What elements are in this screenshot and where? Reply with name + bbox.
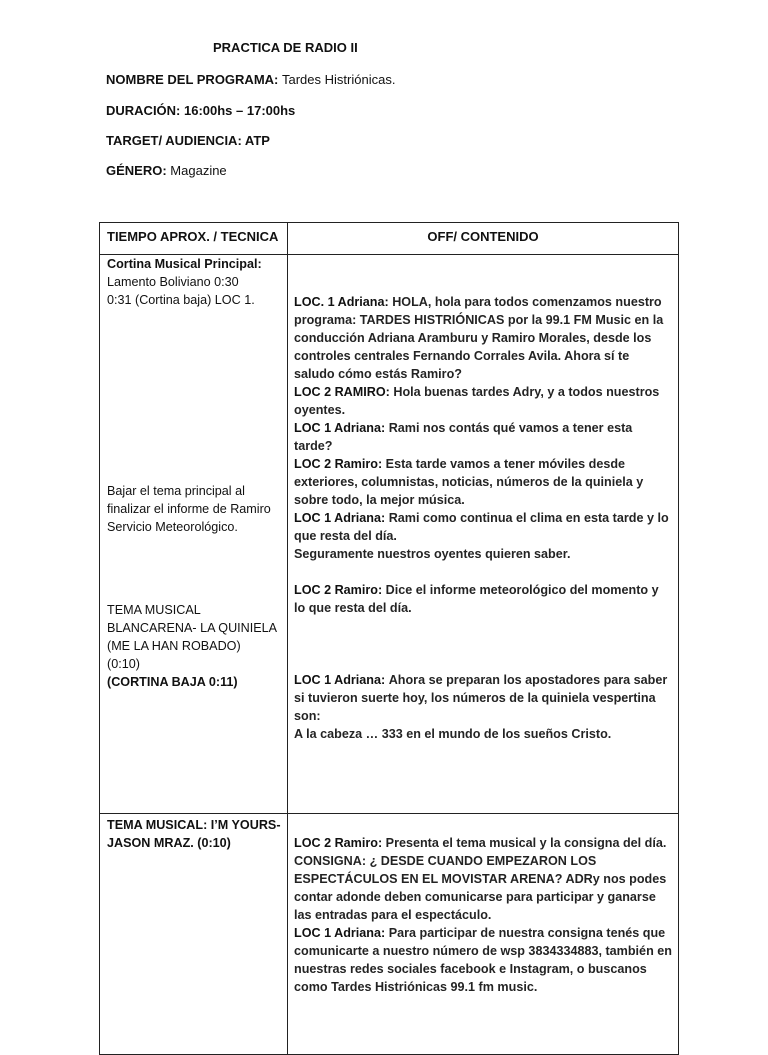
dialogue-line [294, 924, 672, 996]
dialogue-line [294, 383, 672, 419]
bajar-text: Bajar el tema principal al finalizar el informe de Ramiro Servicio Meteorológico. [107, 484, 271, 534]
dialogue-text: Seguramente nuestros oyentes quieren saber. [294, 547, 571, 561]
table-header-row [100, 223, 679, 255]
dialogue-line [294, 671, 672, 725]
speaker-label: LOC 2 Ramiro: [294, 583, 383, 597]
row1-contenido-cell [288, 255, 679, 814]
speaker-label: LOC 1 Adriana: [294, 926, 386, 940]
dialogue-text: Para participar de nuestra consigna tenés que comunicarte a nuestro número de wsp 3834334883, también en nuestras redes sociales facebook e Instagram, o buscanos como Tardes Histriónicas 99.1 fm music. [294, 926, 672, 994]
header-tiempo-label: TIEMPO APROX. / TECNICA [107, 229, 279, 244]
program-genre-line [106, 162, 227, 180]
cortina-song: Lamento Boliviano 0:30 [107, 275, 239, 289]
speaker-label: LOC 1 Adriana: [294, 421, 386, 435]
speaker-label: LOC. 1 Adriana: [294, 295, 389, 309]
dialogue-block-2 [294, 834, 672, 996]
dialogue-line [294, 509, 672, 545]
script-table [99, 222, 679, 1055]
dialogue-text: Presenta el tema musical y la consigna del día. [385, 836, 667, 850]
cortina-baja-cue: (CORTINA BAJA 0:11) [107, 675, 238, 689]
program-name-label: NOMBRE DEL PROGRAMA: [106, 72, 279, 87]
bajar-block [107, 482, 283, 536]
program-target: TARGET/ AUDIENCIA: ATP [106, 133, 270, 148]
dialogue-line [294, 581, 672, 617]
dialogue-line [294, 293, 672, 383]
tema-musical-text: TEMA MUSICAL: I’M YOURS- JASON MRAZ. (0:10) [107, 818, 281, 850]
dialogue-text: A la cabeza … 333 en el mundo de los sueños Cristo. [294, 727, 612, 741]
cortina-title: Cortina Musical Principal: [107, 257, 262, 271]
table-row [100, 814, 679, 1055]
cortina-block [107, 255, 283, 309]
dialogue-text: Hola buenas tardes Adry, y a todos nuestros oyentes. [294, 385, 660, 417]
header-contenido [288, 223, 679, 255]
program-name-value: Tardes Histriónicas. [282, 72, 396, 87]
row2-tecnica-cell [100, 814, 288, 1055]
dialogue-text: Rami como continua el clima en esta tarde y lo que resta del día. [294, 511, 669, 543]
speaker-label: LOC 1 Adriana: [294, 511, 386, 525]
speaker-label: LOC 2 Ramiro: [294, 457, 383, 471]
program-genre-label: GÉNERO: [106, 163, 167, 178]
dialogue-text: Esta tarde vamos a tener móviles desde exteriores, columnistas, noticias, números de la quiniela y sobre todo, la mejor música. [294, 457, 644, 507]
row2-contenido-cell [288, 814, 679, 1055]
table-row [100, 255, 679, 814]
tema-block-2 [107, 816, 283, 852]
tema-musical-text: TEMA MUSICAL BLANCARENA- LA QUINIELA (ME LA HAN ROBADO) [107, 603, 277, 653]
dialogue-block-quiniela [294, 671, 672, 743]
spacer [294, 563, 672, 581]
dialogue-block-1 [294, 293, 672, 617]
dialogue-text: Ahora se preparan los apostadores para saber si tuvieron suerte hoy, los números de la quiniela vespertina son: [294, 673, 668, 723]
speaker-label: LOC 1 Adriana: [294, 673, 386, 687]
dialogue-text: Dice el informe meteorológico del momento y lo que resta del día. [294, 583, 659, 615]
program-name-line [106, 71, 395, 89]
tema-block [107, 601, 283, 691]
program-duration: DURACIÓN: 16:00hs – 17:00hs [106, 103, 296, 118]
tema-time: (0:10) [107, 657, 140, 671]
program-genre-value: Magazine [170, 163, 227, 178]
cortina-cue: 0:31 (Cortina baja) LOC 1. [107, 293, 255, 307]
dialogue-line [294, 419, 672, 455]
speaker-label: LOC 2 RAMIRO: [294, 385, 390, 399]
speaker-label: LOC 2 Ramiro: [294, 836, 383, 850]
row1-tecnica-cell [100, 255, 288, 814]
header-contenido-label: OFF/ CONTENIDO [427, 229, 539, 244]
consigna-text: CONSIGNA: ¿ DESDE CUANDO EMPEZARON LOS ESPECTÁCULOS EN EL MOVISTAR ARENA? ADRy nos podes contar adonde deben comunicarse para participar y ganarse las entradas para el espectáculo. [294, 854, 667, 922]
dialogue-text: HOLA, hola para todos comenzamos nuestro programa: TARDES HISTRIÓNICAS por la 99.1 FM Music en la conducción Adriana Aramburu y Ramiro Morales, desde los controles centrales Fernando Corrales Avila. Ahora sí te saludo cómo estás Ramiro? [294, 295, 664, 381]
header-tiempo [100, 223, 288, 255]
dialogue-text: Rami nos contás qué vamos a tener esta tarde? [294, 421, 633, 453]
page-title: PRACTICA DE RADIO II [213, 40, 358, 55]
dialogue-line [294, 455, 672, 509]
dialogue-line [294, 834, 672, 852]
